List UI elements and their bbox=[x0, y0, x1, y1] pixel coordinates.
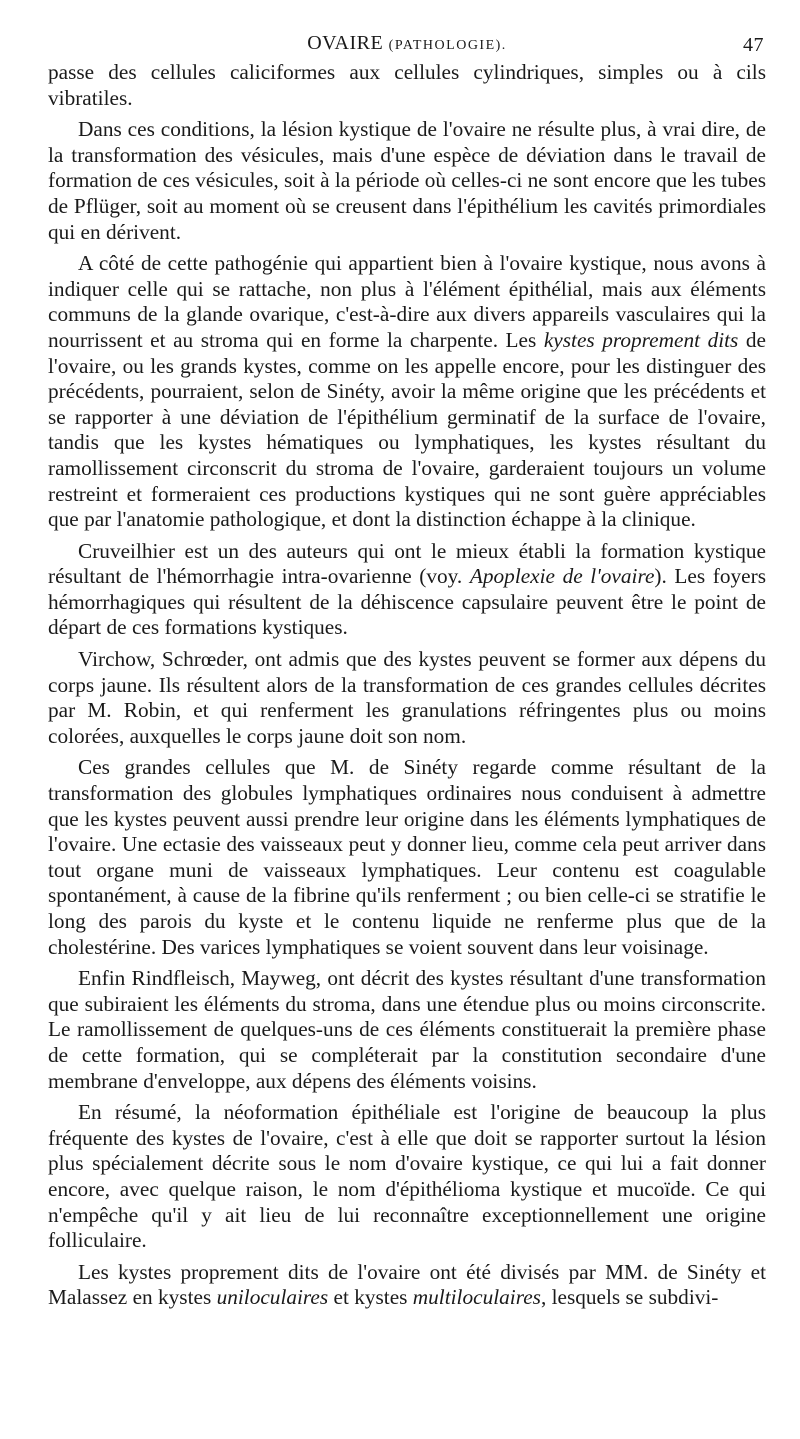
text-run: Virchow, Schrœder, ont admis que des kystes peuvent se former aux dépens du corps jaune. Ils résultent alors de la transformation de ces grandes cellules décrites par M. Robin, et qui renferment les granulations réfringentes plus ou moins colorées, auxquelles le corps jaune doit son nom. bbox=[48, 647, 766, 748]
italic-text: Apoplexie de l'ovaire bbox=[469, 564, 655, 589]
text-run: et kystes bbox=[328, 1285, 413, 1310]
text-run: passe des cellules caliciformes aux cellules cylindriques, simples ou à cils vibratiles. bbox=[48, 60, 766, 110]
text-run: de l'ovaire, ou les grands kystes, comme on les appelle encore, pour les distinguer des précédents, pourraient, selon de Sinéty, avoir la même origine que les précédents et se rapporter à une déviation de l'épithélium germinatif de la surface de l'ovaire, tandis que les kystes hématiques ou lymphatiques, les kystes résultant du ramollissement circonscrit du stroma de l'ovaire, garderaient toujours un volume restreint et formeraient ces productions kystiques qui ne sont guère appréciables que par l'anatomie pathologique, et dont la distinction échappe à la clinique. bbox=[48, 327, 766, 532]
page-number: 47 bbox=[743, 34, 764, 56]
text-run: ). Les foyers hémorrhagiques qui résultent de la déhiscence capsulaire peuvent être le point de départ de ces formations kystiques. bbox=[48, 564, 766, 640]
paragraph bbox=[48, 1260, 766, 1311]
italic-text: uniloculaires bbox=[216, 1285, 329, 1310]
paragraph bbox=[48, 1100, 766, 1254]
text-run: , lesquels se subdivi- bbox=[540, 1285, 719, 1310]
running-title bbox=[48, 32, 766, 55]
text-run: Cruveilhier est un des auteurs qui ont le mieux établi la formation kystique résultant de l'hémorrhagie intra-ovarienne (voy. bbox=[48, 538, 766, 589]
text-run: Dans ces conditions, la lésion kystique de l'ovaire ne résulte plus, à vrai dire, de la transformation des vésicules, mais d'une espèce de déviation dans le travail de formation de ces vésicules, soit à la période où celles-ci ne sont encore que les tubes de Pflüger, soit au moment où se creusent dans l'épithélium les cavités primordiales qui en dérivent. bbox=[48, 117, 766, 244]
italic-text: kystes proprement dits bbox=[543, 327, 739, 352]
running-title-main: OVAIRE bbox=[307, 32, 384, 54]
italic-text: multiloculaires bbox=[412, 1285, 541, 1310]
paragraph bbox=[48, 60, 766, 111]
paragraph bbox=[48, 539, 766, 641]
paragraph bbox=[48, 251, 766, 533]
text-run: Enfin Rindfleisch, Mayweg, ont décrit des kystes résultant d'une transformation que subiraient les éléments du stroma, dans une étendue plus ou moins circonscrite. Le ramollissement de quelques-uns de ces éléments constituerait la première phase de cette formation, qui se compléterait par la constitution secondaire d'une membrane d'enveloppe, aux dépens des éléments voisins. bbox=[48, 966, 766, 1093]
running-title-sub: (PATHOLOGIE). bbox=[388, 38, 507, 53]
text-run: En résumé, la néoformation épithéliale est l'origine de beaucoup la plus fréquente des kystes de l'ovaire, c'est à elle que doit se rapporter surtout la lésion plus spécialement décrite sous le nom d'ovaire kystique, ce qui lui a fait donner encore, avec quelque raison, le nom d'épithélioma kystique et mucoïde. Ce qui n'empêche qu'il y ait lieu de lui reconnaître exceptionnellement une origine folliculaire. bbox=[48, 1100, 766, 1253]
text-run: A côté de cette pathogénie qui appartient bien à l'ovaire kystique, nous avons à indiquer celle qui se rattache, non plus à l'élément épithélial, mais aux éléments communs de la glande ovarique, c'est-à-dire aux divers appareils vasculaires qui la nourrissent et au stroma qui en forme la charpente. Les bbox=[48, 251, 766, 352]
text-run: Les kystes proprement dits de l'ovaire ont été divisés par MM. de Sinéty et Malassez en kystes bbox=[48, 1259, 766, 1310]
paragraph bbox=[48, 966, 766, 1094]
paragraph bbox=[48, 755, 766, 960]
body-text bbox=[48, 60, 766, 1311]
paragraph bbox=[48, 117, 766, 245]
text-run: Ces grandes cellules que M. de Sinéty regarde comme résultant de la transformation des globules lymphatiques ordinaires nous conduisent à admettre que les kystes peuvent aussi prendre leur origine dans les éléments lymphatiques de l'ovaire. Une ectasie des vaisseaux peut y donner lieu, comme cela peut arriver dans tout organe muni de vaisseaux lymphatiques. Leur contenu est coagulable spontanément, à cause de la fibrine qu'ils renferment ; ou bien celle-ci se stratifie le long des parois du kyste et le contenu liquide ne renferme plus que de la cholestérine. Des varices lymphatiques se voient souvent dans leur voisinage. bbox=[48, 755, 766, 959]
running-header bbox=[48, 30, 766, 60]
paragraph bbox=[48, 647, 766, 749]
